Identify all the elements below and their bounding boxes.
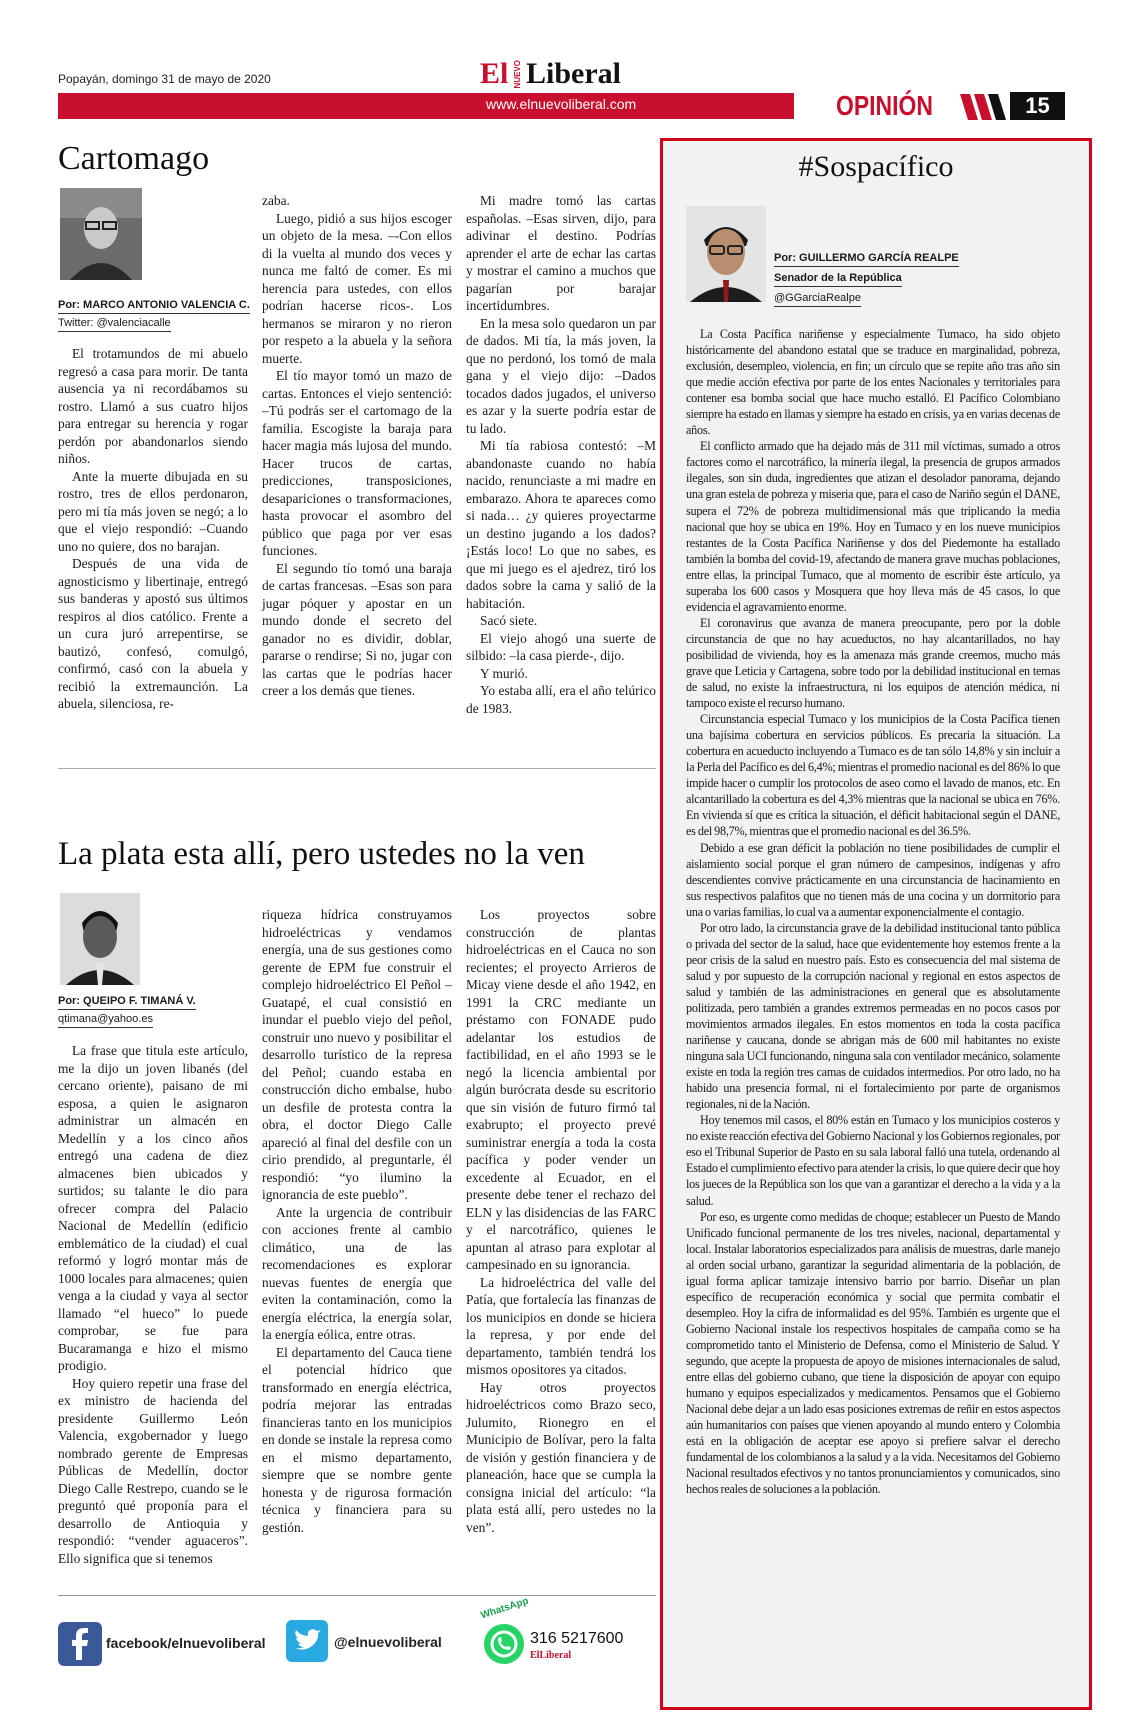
paragraph: Luego, pidió a sus hijos escoger un objeto de la mesa. –-Con ellos di la vuelta al mundo dos veces y nunca me faltó de comer. Es mi herencia para ustedes, con ellos podrían hacerse ricos-. Los hermanos se miraron y no rieron por respeto a la abuela y la señora muerte. [262,210,452,366]
paragraph: La hidroeléctrica del valle del Patía, que fortalecía las finanzas de los municipios en donde se hiciera la represa, y por ende del departamento, también tendrá los mismos opositores ya citados. [466,1274,656,1377]
facebook-icon[interactable] [58,1622,102,1666]
website-url[interactable]: www.elnuevoliberal.com [486,96,637,112]
paragraph: Ante la urgencia de contribuir con acciones frente al cambio climático, una de las recomendaciones es explorar nuevas fuentes de energía que eviten la contaminación, como la energía eléctrica, la energía solar, la energía eólica, entre otras. [262,1204,452,1342]
twitter-icon[interactable] [286,1620,328,1662]
footer-divider [58,1595,656,1596]
paragraph: Circunstancia especial Tumaco y los municipios de la Costa Pacífica tienen una bajísima cobertura en servicios públicos. Es precaria la situación. La cobertura en acueducto incluyendo a Tumaco es de tan sólo 14,8% y sin incluir a la Perla del Pacífico es del 6,4%; mientras el promedio nacional es del 86% lo que impide hacer o cumplir los protocolos de aseo como el lavado de manos, etc. En alcantarillado la cobertura es del 4,3% mientras que la nacional se ubica en 76%. En vivienda sí que es crítica la situación, el déficit habitacional según el DANE, es del 98,7%, mientras que el promedio nacional es del 36.5%. [686,712,1060,839]
author-byline: Por: QUEIPO F. TIMANÁ V. [58,992,196,1010]
author-email[interactable]: qtimana@yahoo.es [58,1010,196,1028]
paragraph: El trotamundos de mi abuelo regresó a casa para morir. De tanta ausencia ya ni recordábamos su rostro. Llamó a sus cuatro hijos para entregar su herencia y rogar perdón por abandonarlos siendo niños. [58,346,248,466]
paragraph: La frase que titula este artículo, me la dijo un joven libanés (del cercano oriente), paisano de mi esposa, a quien le asignaron administrar un almacén en Medellín y a los cinco años entregó una cadena de diez almacenes bien ubicados y surtidos; su talante le dio para ofrecer compra del Palacio Nacional de Medellín (edificio emblemático de la ciudad) el cual reformó y logró montar más de 1000 locales para almacenes; quien venga a la ciudad y vaya al sector llamado “el hueco” lo puede comprobar, se fue para Bucaramanga e hizo el mismo prodigio. [58,1043,248,1373]
issue-date: Popayán, domingo 31 de mayo de 2020 [58,72,271,86]
logo-el: El [480,57,509,90]
article-title-plata: La plata esta allí, pero ustedes no la ven [58,836,585,872]
newspaper-logo[interactable] [480,58,650,90]
paragraph: Sacó siete. [480,613,538,628]
page-number: 15 [1010,92,1065,120]
paragraph: Ante la muerte dibujada en su rostro, tres de ellos perdonaron, pero mi tía más joven se negó; a lo que el viejo respondió: –Cuando uno no quiere, dos no barajan. [58,468,248,554]
article-title-cartomago: Cartomago [58,140,210,177]
paragraph: Hoy quiero repetir una frase del ex ministro de hacienda del presidente Guillermo León Valencia, exgobernador y luego nombrado gerente de Empresas Públicas de Medellín, doctor Diego Calle Restrepo, cuando se le preguntó qué proponía para el desarrollo de Antioquia y respondió: “vender aguaceros”. Ello significa que si tenemos [58,1375,248,1566]
header-red-bar [58,93,794,119]
paragraph: Mi madre tomó las cartas españolas. –Esas sirven, dijo, para adivinar el destino. Podrías aprender el arte de echar las cartas y mostrar el camino a muchos que pagarían por barajar incertidumbres. [466,193,656,313]
paragraph: Hoy tenemos mil casos, el 80% están en Tumaco y los municipios costeros y no existe reacción efectiva del Gobierno Nacional y los Gobiernos regionales, por eso el Tribunal Superior de Pasto en su sala laboral falló una tutela, ordenando al Estado el cumplimiento efectivo para atender la crisis, lo que quiere decir que hoy los jueces de la República son los que van a garantizar el derecho a la vida y a la salud. [686,1113,1060,1208]
sospacifico-body [686,326,1060,1497]
paragraph: Mi tía rabiosa contestó: –M abandonaste cuando no había nacido, renunciaste a mi madre en embarazo. Ahora te apareces como si nada… ¿y quieres proyectarme un destino jugando a los dados? ¡Estás loco! Lo que no sabes, es que mi juego es el ajedrez, tiró los dados sobre la cama y salió de la habitación. [466,438,656,611]
plata-column-2 [262,906,452,1536]
plata-column-1 [58,1042,248,1567]
paragraph: riqueza hídrica construyamos hidroeléctricas y vendamos energía, una de sus gestiones como gerente de EPM fue construir el complejo hidroeléctrico El Peñol – Guatapé, el cual consistió en inundar el pueblo viejo del peñol, construir uno nuevo y posibilitar el desarrollo turístico de la represa del Peñol; cuando estaba en construcción dicho embalse, hubo un desfile de protesta contra la obra, el doctor Diego Calle apareció al final del desfile con un cirio prendido, al preguntarle, él respondió: “yo ilumino la ignorancia de este pueblo”. [262,907,452,1202]
paragraph: El departamento del Cauca tiene el potencial hídrico que transformado en energía eléctrica, podría mejorar las entradas financieras tanto en los municipios en donde se instale la represa como en el mismo departamento, siempre que se nombre gente honesta y de rigurosa formación técnica y financiera para su gestión. [262,1344,452,1535]
paragraph: La Costa Pacífica nariñense y especialmente Tumaco, ha sido objeto históricamente del abandono estatal que se traduce en marginalidad, pobreza, exclusión, desempleo, violencia, en fin; un círculo que se repite año tras año sin que medie acción efectiva por parte de los entes Nacionales y territoriales para contener esa bomba social que hace mucho estalló. El Pacífico Colombiano siempre ha estado en llamas y siempre ha estado en crisis, ya en varias decenas de años. [686,327,1060,438]
whatsapp-phone[interactable]: 316 5217600 [530,1630,624,1647]
author-twitter[interactable]: @GGarciaRealpe [774,288,959,308]
paragraph: El segundo tío tomó una baraja de cartas francesas. –Esas son para jugar póquer y apostar en un mundo donde el secreto del ganador no es dividir, doblar, pararse o rendirse; Si no, jugar con las cartas que le podrías hacer creer a los demás que tienes. [262,560,452,698]
author-byline: Por: MARCO ANTONIO VALENCIA C. [58,296,250,314]
footer-mini-logo: ElLiberal [530,1650,572,1661]
paragraph: Después de una vida de agnosticismo y libertinaje, entregó sus banderas y apostó sus últimos respiros al dios católico. Frente a un cura juró arrepentirse, se bautizó, confesó, comulgó, confirmó, casó con la abuela y recibió la extremaunción. La abuela, silenciosa, re- [58,556,248,711]
article-title-sospacifico: #Sospacífico [798,150,954,183]
paragraph: zaba. [262,193,290,208]
whatsapp-label: WhatsApp [479,1595,530,1622]
paragraph: Los proyectos sobre construcción de plantas hidroeléctricas en el Cauca no son recientes; el proyecto Arrieros de Micay viene desde el año 1942, en 1991 la CRC mediante un préstamo con FONADE pudo adelantar los estudios de factibilidad, en el año 1993 se le negó la licencia ambiental por algún burócrata desde su escritorio que sin visión de futuro firmó tal exabrupto; el proyecto prevé suministrar energía a toda la costa pacífica y poder vender un excedente al Ecuador, en el presente debe tener el rechazo del ELN y las disidencias de las FARC y el narcotráfico, quienes le apuntan al atraso para explotar al campesinado en su ignorancia. [466,907,656,1272]
facebook-handle[interactable]: facebook/elnuevoliberal [106,1635,266,1651]
paragraph: Yo estaba allí, era el año telúrico de 1983. [466,683,656,716]
twitter-handle[interactable]: @elnuevoliberal [334,1634,442,1650]
cartomago-column-2 [262,192,452,700]
cartomago-column-3 [466,192,656,717]
author-byline: Por: GUILLERMO GARCÍA REALPE [774,248,959,268]
author-twitter[interactable]: Twitter: @valenciacalle [58,314,250,332]
plata-column-3 [466,906,656,1536]
paragraph: El viejo ahogó una suerte de silbido: –la casa pierde-, dijo. [466,630,656,663]
paragraph: Debido a ese gran déficit la población no tiene posibilidades de cumplir el aislamiento social porque el gran número de campesinos, indígenas y afro descendientes convive prácticamente en una circunstancia de hacinamiento en sus respectivos palafitos que no tienen más de una cocina y un dormitorio para una o varias familias, lo cual va a aumentar exponencialmente el contagio. [686,840,1060,919]
paragraph: El coronavirus que avanza de manera preocupante, pero por la doble circunstancia de que no hay acueductos, no hay alcantarillados, no hay posibilidad de vivienda, hoy es la amenaza más grande creemos, mucho más grave que Leticia y Cartagena, sobre todo por la debilidad institucional en temas de salud, no existe la infraestructura, ni los equipos de atención médica, ni tampoco existe el recurso humano. [686,615,1060,711]
paragraph: El tío mayor tomó un mazo de cartas. Entonces el viejo sentenció: –Tú podrás ser el cartomago de la familia. Escogiste la baraja para hacer magia más lujosa del mundo. Hacer trucos de cartas, predicciones, transposiciones, desapariciones o transformaciones, hasta provocar el asombro del público que paga por ver esas funciones. [262,368,452,558]
section-stripes-icon [958,90,1008,122]
author-photo-garcia [686,206,766,302]
whatsapp-icon[interactable] [484,1624,524,1664]
article-divider [58,768,656,769]
paragraph: Por otro lado, la circunstancia grave de la debilidad institucional tanto pública o privada del sector de la salud, hace que evidentemente hoy estemos frente a la peor crisis de la salud en nuestro país. Esto es consecuencia del mal sistema de salud y por supuesto de la corrupción nacional y regional en estos aspectos de salud y también de las administraciones en general que es absolutamente politizada, pero también a grandes extremos permeadas en no pocos casos por movimientos armados ilegales. En estos momentos en toda la costa pacífica nariñense y caucana, donde se abrigan más de 600 mil habitantes no existe ninguna sala UCI funcionando, ninguna sala con ventilador mecánico, solamente existe en toda la región tres camas de cuidados intermedios. Por otro lado, no ha habido una presencia formal, ni el fortalecimiento por parte de organismos regionales, ni de la Nación. [686,920,1060,1112]
paragraph: En la mesa solo quedaron un par de dados. Mi tía, la más joven, la que no perdonó, los tomó de mala gana y el viejo dijo: –Dados tocados dados jugados, el universo es azar y la suerte podría estar de tu lado. [466,315,656,436]
paragraph: Hay otros proyectos hidroeléctricos como Brazo seco, Julumito, Rionegro en el Municipio de Bolívar, pero la falta de visión y gestión financiera y de planeación, hace que se cumpla la consigna inicial del artículo: “la plata está allí, pero ustedes no la ven”. [466,1379,656,1535]
paragraph: El conflicto armado que ha dejado más de 311 mil víctimas, sumado a otros factores como el narcotráfico, la minería ilegal, la presencia de grupos armados ilegales, son sin duda, ingredientes que atizan el desolador panorama, dejando una gran estela de pobreza y miseria que, para el caso de Nariño según el DANE, supera el 72% de pobreza multidimensional más que triplicando la media nacional que hoy se ubica en 19%. Hoy en Tumaco y en los nueve municipios restantes de la Costa Pacífica Nariñense y dos del Piedemonte ha estallado también la bomba del covid-19, afectando de manera grave muchas poblaciones, entre ellas, la principal Tumaco, que al momento de escribir éste artículo, ya superaba los 600 casos y Mosquera que hoy lleva más de 45 casos, lo que evidencia el agravamiento enorme. [686,439,1060,614]
author-photo-timana [60,893,140,985]
logo-nuevo: NUEVO [513,60,522,89]
cartomago-column-1 [58,345,248,713]
logo-liberal: Liberal [526,57,621,90]
paragraph: Y murió. [480,665,528,681]
author-photo-valencia [60,188,142,280]
section-title: OPINIÓN [836,90,933,121]
author-role: Senador de la República [774,268,959,288]
paragraph: Por eso, es urgente como medidas de choque; establecer un Puesto de Mando Unificado funcional permanente de los tres niveles, nacional, departamental y local. Instalar laboratorios especializados para análisis de muestras, darle manejo al orden social urbano, garantizar la seguridad alimentaria de la población, de igual forma aplicar tamizaje intensivo barrio por barrio. Diseñar un plan específico de recuperación económica y social que permita combatir el desempleo. Hoy la cifra de informalidad es del 95%. También es urgente que el Gobierno Nacional instale los respectivos hospitales de campaña como se ha comprometido tanto el Ministerio de Defensa, como el Ministerio de Salud. Y segundo, que acepte la propuesta de apoyo de misiones internacionales de salud, entre ellas del gobierno cubano, que tiene la disposición de apoyar con equipo humano y equipos especializados y medicamentos. Pensamos que el Gobierno Nacional debe dejar a un lado esas posiciones extremas de reñir en estos aspectos aún humanitarios con países que vienen apoyando al mundo entero y Colombia está en la obligación de aceptar ese apoyo si prefiere salvar el derecho fundamental de los colombianos a la salud y a la vida. Necesitamos del Gobierno Nacional resultados efectivos y no tantos pronunciamientos y comunicados, sino hechos reales de soluciones a la población. [686,1209,1060,1497]
